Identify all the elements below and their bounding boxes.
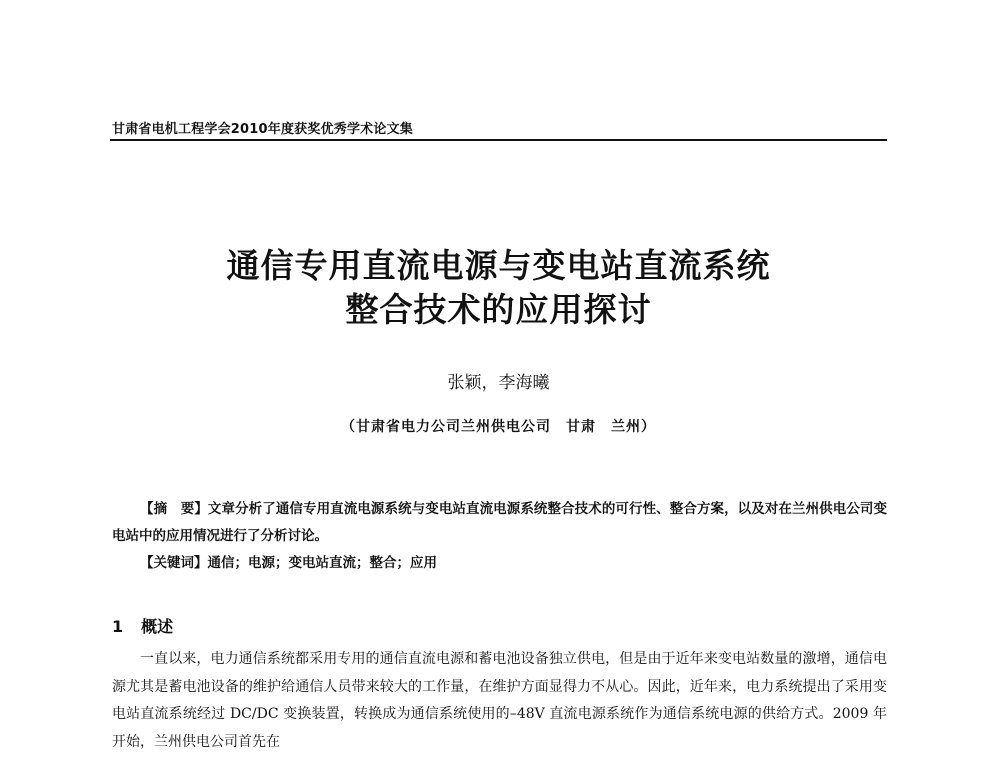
paper-title-line-2: 整合技术的应用探讨 [345,290,652,329]
header-rule [110,139,887,141]
abstract-paragraph [112,496,887,550]
abstract-text: 文章分析了通信专用直流电源系统与变电站直流电源系统整合技术的可行性、整合方案，以及对在兰州供电公司变电站中的应用情况进行了分析讨论。 [112,501,888,544]
section-paragraph: 一直以来，电力通信系统都采用专用的通信直流电源和蓄电池设备独立供电，但是由于近年来变电站数量的激增，通信电源尤其是蓄电池设备的维护给通信人员带来较大的工作量，在维护方面显得力不从心。因此，近年来，电力系统提出了采用变电站直流系统经过 DC/DC 变换装置，转换成为通信系统使用的–48V 直流电源系统作为通信系统电源的供给方式。2009 年开始，兰州供电公司首先在 [112,651,887,750]
abstract-label: 【摘 要】 [140,501,208,517]
running-header: 甘肃省电机工程学会2010年度获奖优秀学术论文集 [112,122,413,137]
section-title: 概述 [141,617,174,636]
affiliation: （甘肃省电力公司兰州供电公司 甘肃 兰州） [341,419,656,435]
keywords-paragraph [112,550,887,577]
authors: 张颖，李海曦 [447,373,550,393]
keywords-text: 通信；电源；变电站直流；整合；应用 [207,555,437,571]
paper-title [110,244,887,332]
section-heading [112,614,173,637]
paper-title-line-1: 通信专用直流电源与变电站直流系统 [226,246,771,285]
abstract-block [112,496,887,577]
keywords-label: 【关键词】 [140,555,208,571]
section-number: 1 [112,617,124,636]
